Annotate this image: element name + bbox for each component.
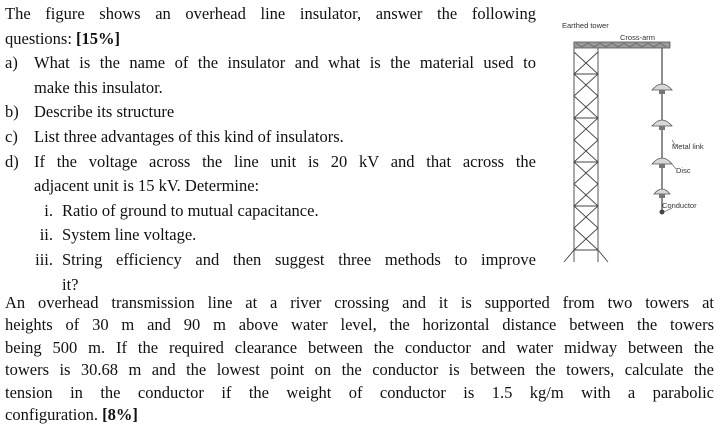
subitem-label: iii. — [35, 249, 53, 269]
disc-1 — [652, 84, 672, 94]
subitem-label: i. — [44, 200, 53, 220]
q2-line: tension in the conductor if the weight of conductor is 1.5 kg/m with a parabolic — [5, 382, 714, 402]
subitem-label: ii. — [39, 225, 53, 245]
earthed-tower — [564, 42, 608, 262]
disc-label: Disc — [676, 166, 691, 175]
q1-item-a — [5, 51, 536, 100]
cross-arm — [574, 42, 670, 48]
item-label: b) — [5, 102, 19, 122]
subitem-text: Ratio of ground to mutual capacitance. — [62, 200, 319, 220]
subitem-text: System line voltage. — [62, 225, 197, 245]
metal-link-label: Metal link — [672, 142, 704, 151]
item-text-cont: adjacent unit is 15 kV. Determine: — [34, 176, 260, 196]
conductor-label: Conductor — [662, 201, 697, 210]
q1-intro-text: questions: — [5, 28, 72, 48]
earthed-tower-label: Earthed tower — [562, 21, 609, 30]
q1-marks: [15%] — [76, 28, 121, 48]
q1-subitem-i — [5, 199, 536, 224]
q1-item-d — [5, 150, 536, 199]
q2-last-line — [5, 404, 714, 426]
subitem-text-cont: it? — [62, 274, 79, 294]
item-text: If the voltage across the line unit is 20 kV and that across the — [34, 151, 536, 171]
item-text: What is the name of the insulator and what is the material used to — [34, 53, 536, 73]
item-label: d) — [5, 151, 19, 171]
insulator-figure — [552, 12, 720, 266]
conductor-clamp — [660, 210, 665, 215]
q1-intro-line2 — [5, 27, 536, 52]
q2-last-text: configuration. — [5, 405, 99, 425]
item-text: List three advantages of this kind of insulators. — [34, 126, 344, 146]
q2-line: towers is 30.68 m and the lowest point on the conductor is between the towers, calculate the — [5, 360, 714, 380]
item-label: c) — [5, 126, 18, 146]
item-label: a) — [5, 53, 18, 73]
q1-item-c — [5, 125, 536, 150]
item-text-cont: make this insulator. — [34, 77, 163, 97]
disc-4 — [654, 189, 670, 198]
q1-subitem-ii — [5, 223, 536, 248]
q1-subitem-iii — [5, 248, 536, 297]
q2-line: An overhead transmission line at a river crossing and it is supported from two towers at — [5, 293, 714, 312]
item-text: Describe its structure — [34, 102, 175, 122]
q2-line: heights of 30 m and 90 m above water level, the horizontal distance between the towers — [5, 315, 714, 335]
question-1 — [5, 2, 536, 297]
insulator-string — [652, 48, 676, 215]
subitem-text: String efficiency and then suggest three methods to improve — [62, 249, 536, 269]
question-2 — [5, 292, 714, 426]
q1-item-b — [5, 100, 536, 125]
q2-line: being 500 m. If the required clearance between the conductor and water midway between the — [5, 337, 714, 357]
q2-marks: [8%] — [102, 405, 138, 425]
q1-intro-line1: The figure shows an overhead line insulator, answer the following — [5, 4, 536, 23]
cross-arm-label: Cross-arm — [620, 33, 655, 42]
disc-2 — [652, 120, 672, 130]
disc-3 — [652, 158, 672, 168]
